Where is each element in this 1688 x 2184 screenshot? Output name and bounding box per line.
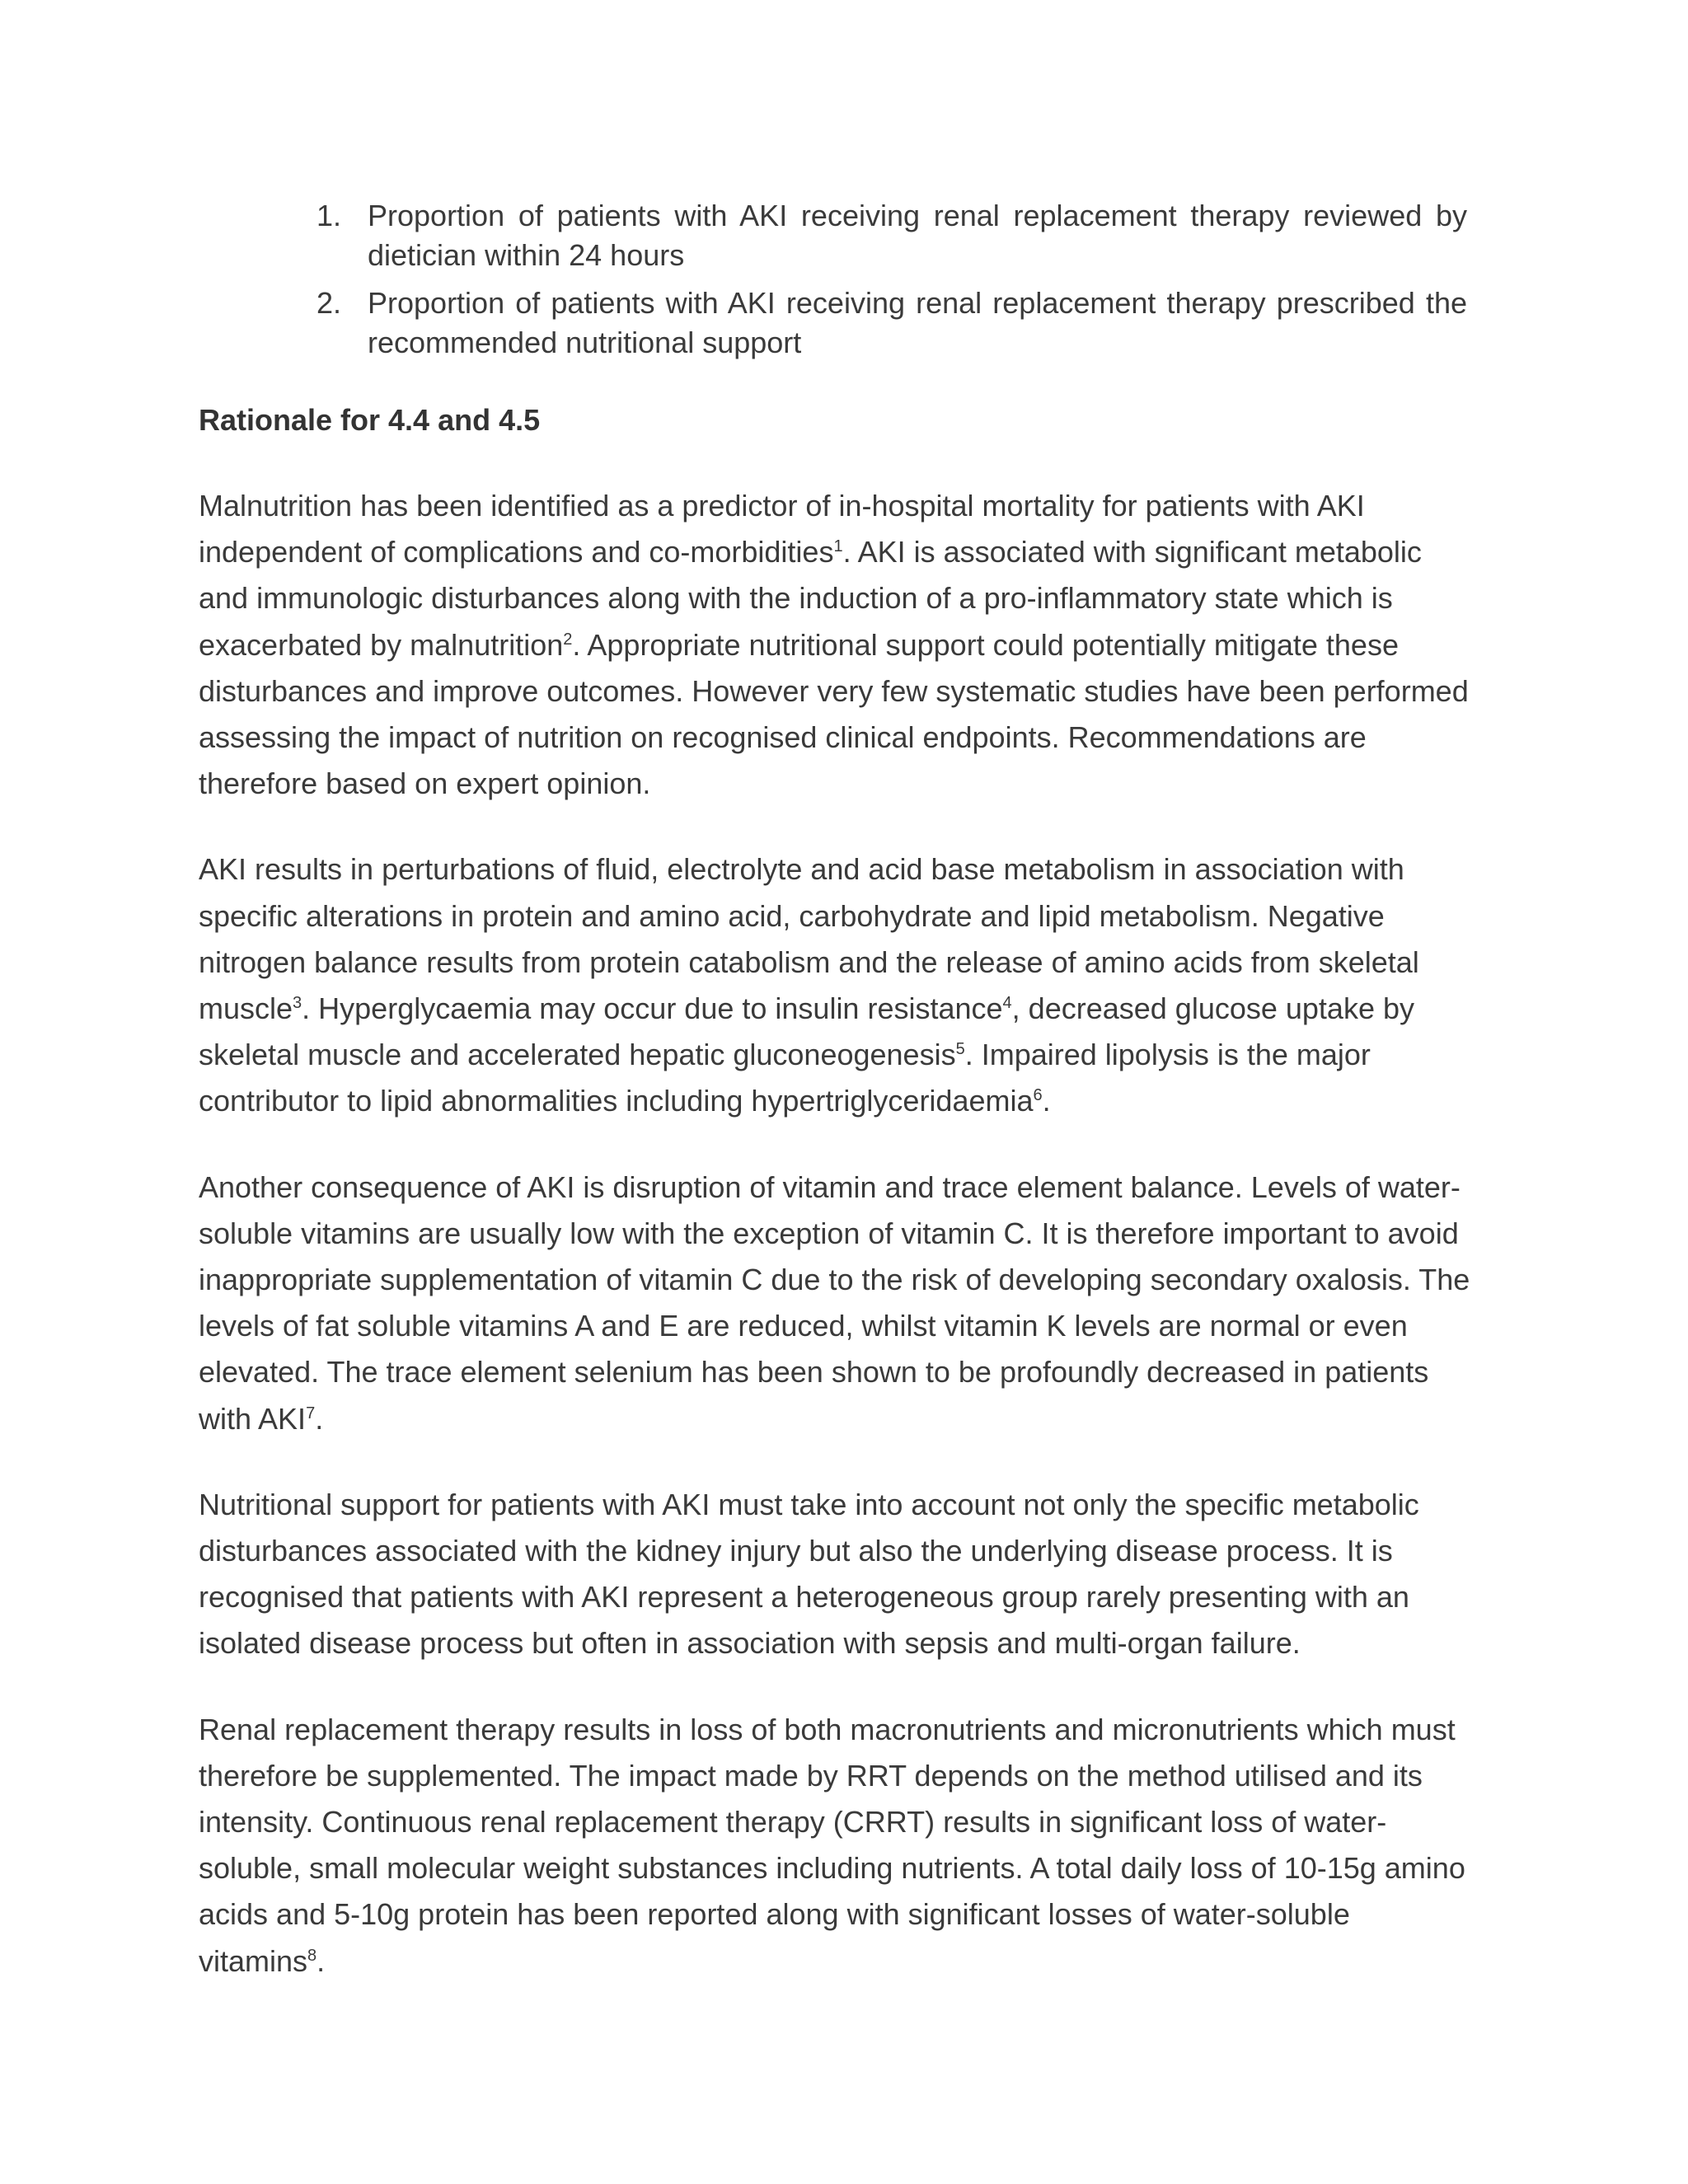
list-item-text: Proportion of patients with AKI receiving renal replacement therapy prescribed the recommended nutritional support — [368, 286, 1467, 359]
citation-4: 4 — [1002, 994, 1012, 1013]
text-run: . AKI is associated with significant metabolic and immunologic disturbances along with the induction of a pro-inflammatory state which is exacerbated by malnutrition — [199, 535, 1422, 662]
text-run: . Hyperglycaemia may occur due to insulin resistance — [302, 991, 1003, 1026]
list-item-number: 2. — [316, 286, 342, 320]
list-item — [316, 284, 1467, 363]
paragraph-metabolism — [199, 846, 1472, 1124]
paragraph-rrt — [199, 1707, 1472, 1985]
paragraph-malnutrition — [199, 483, 1472, 807]
text-run: , decreased glucose uptake by skeletal muscle and accelerated hepatic gluconeogenesis — [199, 991, 1414, 1072]
text-run: . — [315, 1401, 324, 1436]
citation-2: 2 — [563, 630, 573, 649]
section-heading: Rationale for 4.4 and 4.5 — [199, 403, 541, 437]
text-run: . — [316, 1943, 326, 1978]
paragraph-nutritional-support — [199, 1482, 1472, 1667]
body-text — [199, 483, 1472, 2024]
citation-8: 8 — [307, 1946, 317, 1965]
text-run: AKI results in perturbations of fluid, electrolyte and acid base metabolism in association with specific alterations in protein and amino acid, carbohydrate and lipid metabolism. Negative nitrogen balance results from protein catabolism and the release of amino acids from skeletal muscle — [199, 852, 1419, 1026]
list-item — [316, 196, 1467, 275]
citation-3: 3 — [293, 994, 302, 1013]
text-run: . Impaired lipolysis is the major contributor to lipid abnormalities including hypertriglyceridaemia — [199, 1038, 1371, 1118]
list-item-number: 1. — [316, 199, 342, 232]
paragraph-vitamins — [199, 1165, 1472, 1442]
text-run: . Appropriate nutritional support could potentially mitigate these disturbances and improve outcomes. However very few systematic studies have been performed assessing the impact of nutrition on recognised clinical endpoints. Recommendations are therefore based on expert opinion. — [199, 627, 1469, 801]
text-run: Another consequence of AKI is disruption of vitamin and trace element balance. Levels of water-soluble vitamins are usually low with the exception of vitamin C. It is therefore important to avoid inappropriate supplementation of vitamin C due to the risk of developing secondary oxalosis. The levels of fat soluble vitamins A and E are reduced, whilst vitamin K levels are normal or even elevated. The trace element selenium has been shown to be profoundly decreased in patients with AKI — [199, 1169, 1470, 1436]
indicator-list — [316, 196, 1467, 371]
text-run: . — [1042, 1084, 1051, 1118]
citation-1: 1 — [833, 537, 843, 556]
citation-6: 6 — [1033, 1086, 1043, 1105]
list-item-text: Proportion of patients with AKI receiving renal replacement therapy reviewed by dietician within 24 hours — [368, 199, 1467, 272]
text-run: Renal replacement therapy results in loss of both macronutrients and micronutrients which must therefore be supplemented. The impact made by RRT depends on the method utilised and its intensity. Continuous renal replacement therapy (CRRT) results in significant loss of water-soluble, small molecular weight substances including nutrients. A total daily loss of 10-15g amino acids and 5-10g protein has been reported along with significant losses of water-soluble vitamins — [199, 1712, 1465, 1978]
text-run: Nutritional support for patients with AKI must take into account not only the specific metabolic disturbances associated with the kidney injury but also the underlying disease process. It is recognised that patients with AKI represent a heterogeneous group rarely presenting with an isolated disease process but often in association with sepsis and multi-organ failure. — [199, 1487, 1419, 1661]
text-run: Malnutrition has been identified as a predictor of in-hospital mortality for patients with AKI independent of complications and co-morbidities — [199, 489, 1365, 569]
citation-5: 5 — [955, 1040, 965, 1059]
citation-7: 7 — [306, 1404, 316, 1422]
